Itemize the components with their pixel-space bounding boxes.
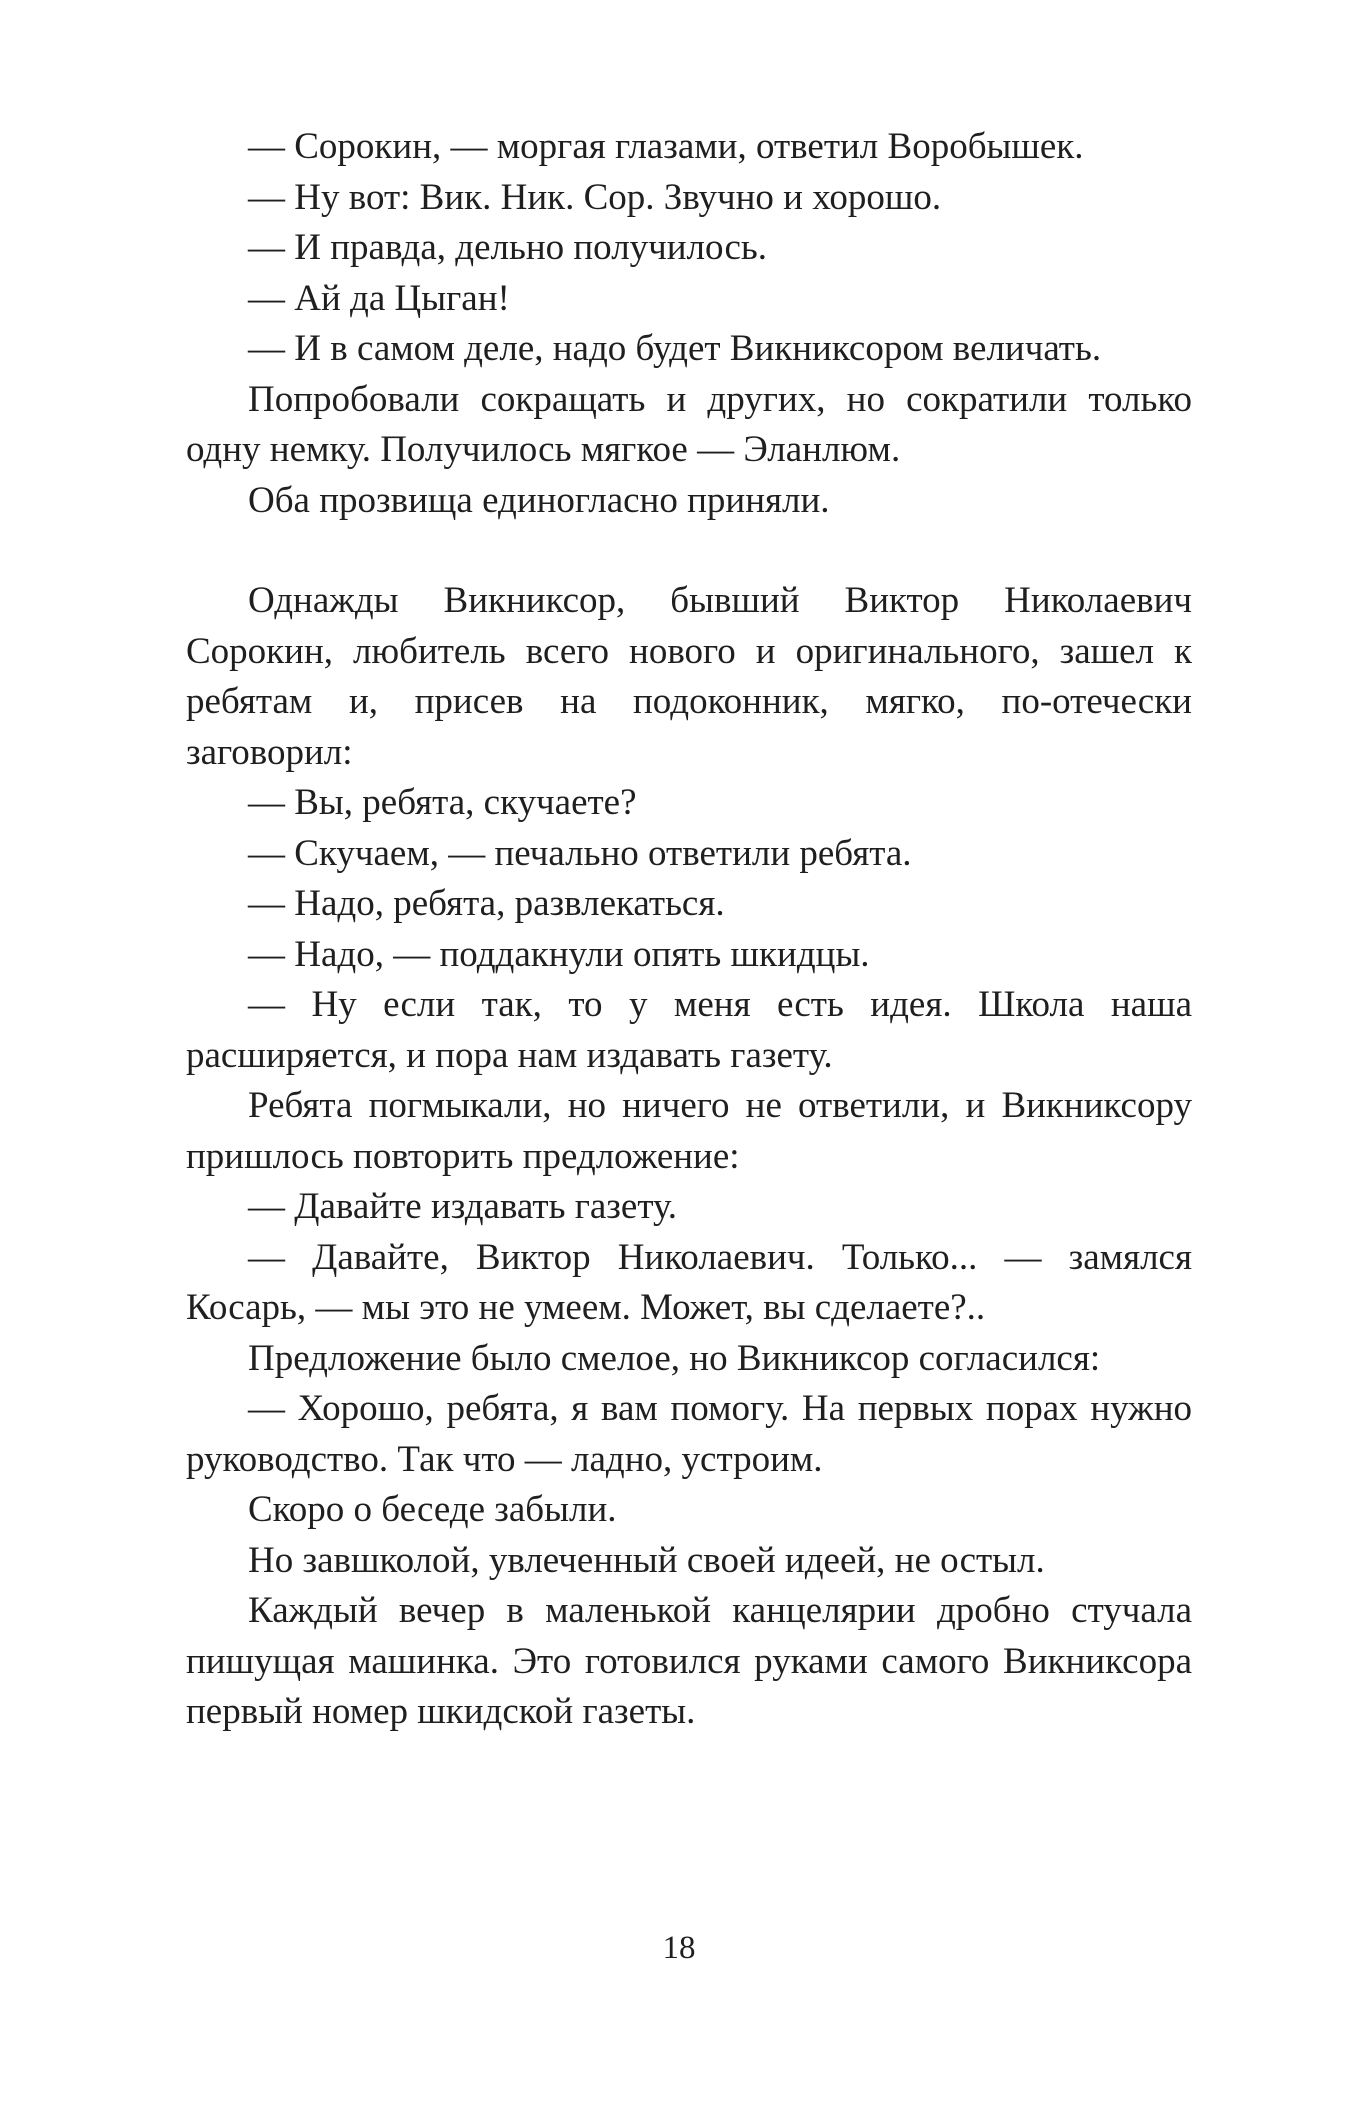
paragraph: Предложение было смелое, но Викниксор согласился:	[248, 1337, 1101, 1379]
paragraph: — Скучаем, — печально ответили ребята.	[248, 832, 912, 874]
paragraph: — Давайте издавать газету.	[248, 1186, 678, 1227]
paragraph: Скоро о беседе забыли.	[248, 1489, 617, 1530]
page-number: 18	[662, 1930, 696, 1966]
paragraph: Но завшколой, увлеченный своей идеей, не остыл.	[248, 1539, 1045, 1581]
paragraph: Каждый вечер в маленькой канцелярии дробно стучала пишущая машинка. Это готовился руками самого Викниксора первый номер шкидской газеты.	[186, 1590, 1192, 1732]
paragraph: — И в самом деле, надо будет Викниксором величать.	[248, 328, 1102, 369]
paragraph: — Сорокин, — моргая глазами, ответил Воробышек.	[248, 126, 1084, 167]
section-break	[186, 526, 1192, 576]
paragraph: Оба прозвища единогласно приняли.	[248, 479, 830, 521]
paragraph: Попробовали сокращать и других, но сократили только одну немку. Получилось мягкое — Эланлюм.	[186, 378, 1192, 470]
paragraph: — И правда, дельно получилось.	[248, 227, 767, 268]
paragraph: — Вы, ребята, скучаете?	[248, 782, 637, 823]
paragraph: — Ну вот: Вик. Ник. Сор. Звучно и хорошо.	[248, 176, 942, 218]
paragraph: — Ну если так, то у меня есть идея. Школа наша расширяется, и пора нам издавать газету.	[186, 984, 1192, 1076]
paragraph: — Надо, — поддакнули опять шкидцы.	[248, 933, 870, 975]
paragraph: Ребята погмыкали, но ничего не ответили, и Викниксору пришлось повторить предложение:	[186, 1085, 1192, 1177]
paragraph: Однажды Викниксор, бывший Виктор Николаевич Сорокин, любитель всего нового и оригинального, зашел к ребятам и, присев на подоконник, мягко, по-отечески заговорил:	[186, 580, 1192, 773]
page-body	[186, 122, 1192, 1738]
paragraph: — Давайте, Виктор Николаевич. Только... — замялся Косарь, — мы это не умеем. Может, вы сделаете?..	[186, 1236, 1192, 1328]
text-section-2	[186, 576, 1192, 1738]
paragraph: — Надо, ребята, развлекаться.	[248, 883, 725, 924]
paragraph: — Ай да Цыган!	[248, 277, 510, 319]
paragraph: — Хорошо, ребята, я вам помогу. На первых порах нужно руководство. Так что — ладно, устроим.	[186, 1388, 1192, 1480]
text-section-1	[186, 122, 1192, 526]
